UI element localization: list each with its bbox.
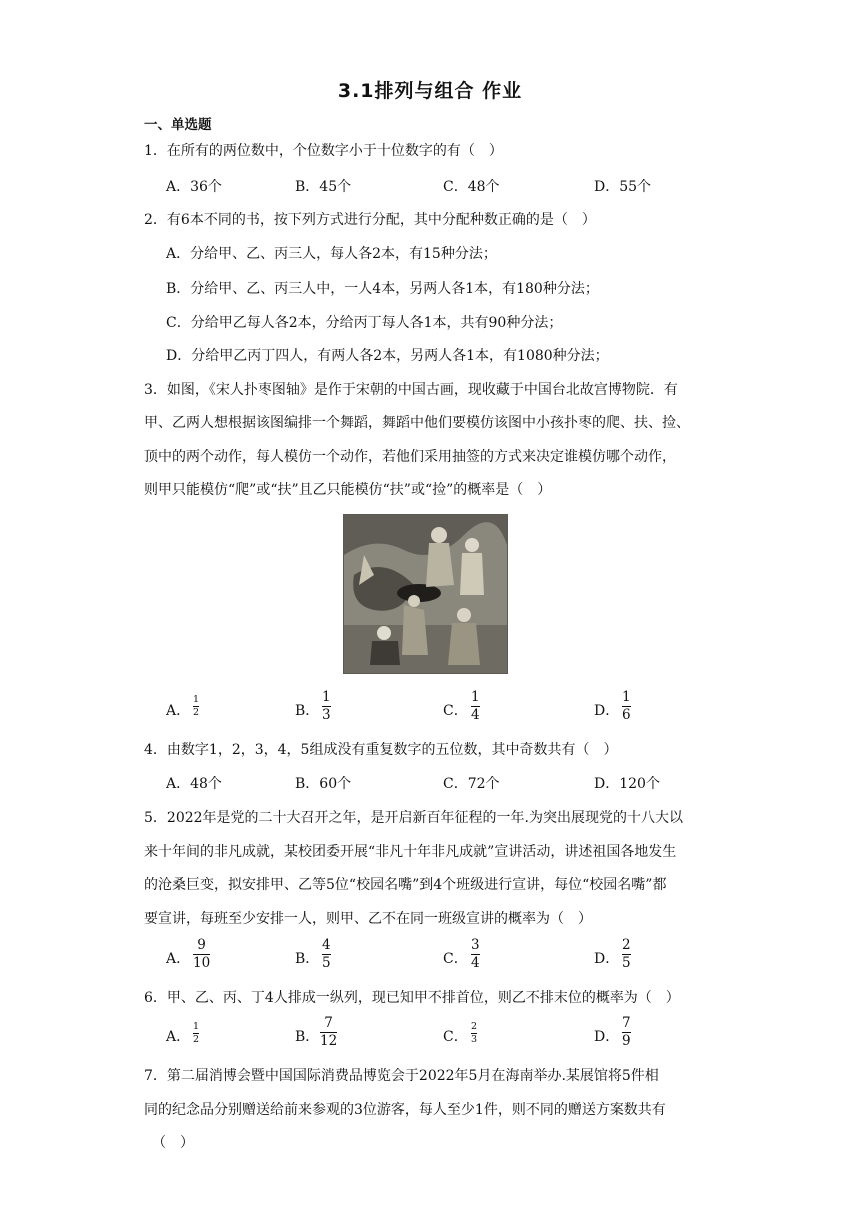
q5-option-c-letter: C． bbox=[443, 951, 468, 967]
denominator: 5 bbox=[622, 955, 631, 971]
question-7-line-1: 7．第二届消博会暨中国国际消费品博览会于2022年5月在海南举办.某展馆将5件相 bbox=[144, 1068, 659, 1084]
q1-option-b: B．45个 bbox=[295, 179, 352, 195]
q2-option-b: B．分给甲、乙、丙三人中，一人4本，另两人各1本，有180种分法； bbox=[166, 281, 599, 297]
denominator: 12 bbox=[320, 1033, 338, 1049]
q6-option-c-fraction bbox=[471, 1022, 477, 1045]
q6-option-a-fraction bbox=[193, 1022, 199, 1045]
numerator: 1 bbox=[471, 689, 480, 705]
question-5-line-3: 的沧桑巨变，拟安排甲、乙等5位“校园名嘴”到4个班级进行宣讲，每位“校园名嘴”都 bbox=[144, 877, 667, 893]
q5-option-a-fraction bbox=[193, 938, 210, 971]
denominator: 3 bbox=[322, 707, 331, 723]
denominator: 4 bbox=[471, 707, 480, 723]
q3-option-b-letter: B． bbox=[295, 703, 320, 719]
numerator: 7 bbox=[324, 1015, 333, 1031]
q1-option-d: D．55个 bbox=[594, 179, 652, 195]
numerator: 2 bbox=[622, 937, 631, 953]
question-7-line-3: （ ） bbox=[152, 1135, 194, 1151]
q4-option-a: A．48个 bbox=[166, 776, 222, 792]
numerator: 1 bbox=[193, 1021, 200, 1032]
numerator: 1 bbox=[322, 689, 331, 705]
q5-option-a-letter: A． bbox=[166, 951, 191, 967]
q1-option-a: A．36个 bbox=[166, 179, 222, 195]
q5-option-b-fraction bbox=[322, 938, 331, 971]
numerator: 2 bbox=[471, 1021, 478, 1032]
numerator: 1 bbox=[622, 689, 631, 705]
q6-option-a-letter: A． bbox=[166, 1029, 191, 1045]
question-4-stem: 4．由数字1，2，3，4，5组成没有重复数字的五位数，其中奇数共有（ ） bbox=[144, 742, 618, 758]
painting-figure bbox=[343, 514, 508, 674]
numerator: 9 bbox=[197, 937, 206, 953]
numerator: 1 bbox=[193, 694, 200, 705]
denominator: 2 bbox=[193, 1034, 200, 1045]
question-5-line-2: 来十年间的非凡成就，某校团委开展“非凡十年非凡成就”宣讲活动，讲述祖国各地发生 bbox=[144, 844, 677, 860]
denominator: 5 bbox=[322, 955, 331, 971]
q3-option-b-fraction bbox=[322, 690, 331, 723]
denominator: 9 bbox=[622, 1033, 631, 1049]
q1-option-c: C．48个 bbox=[443, 179, 500, 195]
denominator: 3 bbox=[471, 1034, 478, 1045]
q3-option-d-letter: D． bbox=[594, 703, 620, 719]
section-heading: 一、单选题 bbox=[144, 117, 212, 133]
q5-option-d-letter: D． bbox=[594, 951, 620, 967]
denominator: 2 bbox=[193, 707, 200, 718]
question-6-stem: 6．甲、乙、丙、丁4人排成一纵列，现已知甲不排首位，则乙不排末位的概率为（ ） bbox=[144, 990, 680, 1006]
q4-option-b: B．60个 bbox=[295, 776, 352, 792]
q3-option-c-fraction bbox=[471, 690, 480, 723]
numerator: 3 bbox=[471, 937, 480, 953]
q2-option-a: A．分给甲、乙、丙三人，每人各2本，有15种分法； bbox=[166, 246, 497, 262]
q3-option-d-fraction bbox=[622, 690, 631, 723]
question-5-line-4: 要宣讲，每班至少安排一人，则甲、乙不在同一班级宣讲的概率为（ ） bbox=[144, 911, 592, 927]
question-7-line-2: 同的纪念品分别赠送给前来参观的3位游客，每人至少1件，则不同的赠送方案数共有 bbox=[144, 1102, 666, 1118]
page-title: 3.1排列与组合 作业 bbox=[337, 80, 523, 102]
q3-option-a-letter: A． bbox=[166, 703, 191, 719]
question-3-line-3: 顶中的两个动作，每人模仿一个动作，若他们采用抽签的方式来决定谁模仿哪个动作， bbox=[144, 449, 676, 465]
q6-option-d-fraction bbox=[622, 1016, 631, 1049]
question-1-stem: 1．在所有的两位数中，个位数字小于十位数字的有（ ） bbox=[144, 143, 503, 159]
question-5-line-1: 5．2022年是党的二十大召开之年，是开启新百年征程的一年.为突出展现党的十八大以 bbox=[144, 810, 683, 826]
q2-option-c: C．分给甲乙每人各2本，分给丙丁每人各1本，共有90种分法； bbox=[166, 315, 563, 331]
q3-option-c-letter: C． bbox=[443, 703, 468, 719]
q5-option-c-fraction bbox=[471, 938, 480, 971]
question-3-line-1: 3．如图，《宋人扑枣图轴》是作于宋朝的中国古画，现收藏于中国台北故宫博物院．有 bbox=[144, 382, 678, 398]
denominator: 6 bbox=[622, 707, 631, 723]
q6-option-d-letter: D． bbox=[594, 1029, 620, 1045]
q6-option-b-letter: B． bbox=[295, 1029, 320, 1045]
numerator: 7 bbox=[622, 1015, 631, 1031]
question-3-line-2: 甲、乙两人想根据该图编排一个舞蹈，舞蹈中他们要模仿该图中小孩扑枣的爬、扶、捡、 bbox=[144, 415, 690, 431]
numerator: 4 bbox=[322, 937, 331, 953]
q3-option-a-fraction bbox=[193, 695, 199, 718]
q6-option-c-letter: C． bbox=[443, 1029, 468, 1045]
q5-option-d-fraction bbox=[622, 938, 631, 971]
q6-option-b-fraction bbox=[320, 1016, 337, 1049]
q4-option-d: D．120个 bbox=[594, 776, 660, 792]
q5-option-b-letter: B． bbox=[295, 951, 320, 967]
denominator: 10 bbox=[193, 955, 211, 971]
q4-option-c: C．72个 bbox=[443, 776, 500, 792]
q2-option-d: D．分给甲乙丙丁四人，有两人各2本，另两人各1本，有1080种分法； bbox=[166, 348, 609, 364]
question-2-stem: 2．有6本不同的书，按下列方式进行分配，其中分配种数正确的是（ ） bbox=[144, 212, 596, 228]
question-3-line-4: 则甲只能模仿“爬”或“扶”且乙只能模仿“扶”或“捡”的概率是（ ） bbox=[144, 482, 552, 498]
painting-illustration bbox=[344, 515, 507, 673]
denominator: 4 bbox=[471, 955, 480, 971]
